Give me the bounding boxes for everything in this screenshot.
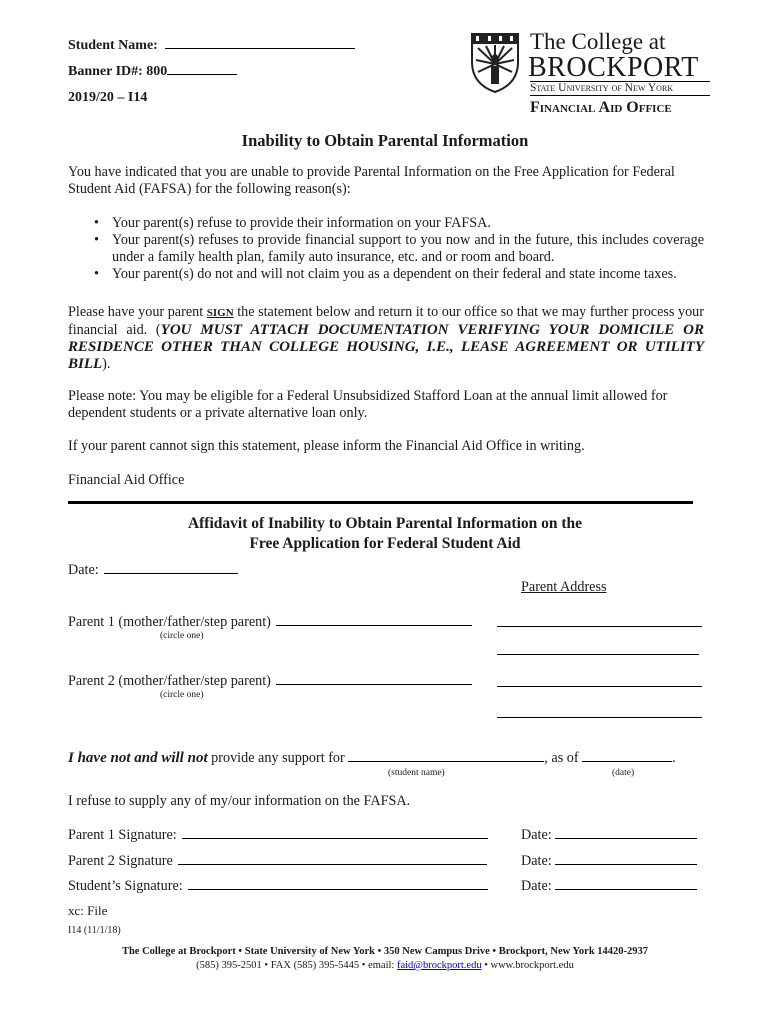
parent-address-heading: Parent Address xyxy=(521,579,607,595)
student-signature-field[interactable]: Student’s Signature: xyxy=(68,878,488,895)
parent2-signature-field[interactable]: Parent 2 Signature xyxy=(68,853,487,870)
student-name-line[interactable] xyxy=(165,47,355,49)
form-code: I14 (11/1/18) xyxy=(68,925,121,936)
footer-contact: (585) 395-2501 • FAX (585) 395-5445 • email: faid@brockport.edu • www.brockport.edu xyxy=(196,960,574,971)
cannot-sign-paragraph: If your parent cannot sign this statement, please inform the Financial Aid Office in writing. xyxy=(68,438,585,454)
reasons-list xyxy=(68,215,704,283)
affidavit-date-field[interactable]: Date: xyxy=(68,562,238,579)
parent2-address-line-1[interactable] xyxy=(497,686,702,687)
parent2-date-field[interactable]: Date: xyxy=(521,853,697,870)
logo-suny: State University of New York xyxy=(530,81,710,96)
parent1-date-field[interactable]: Date: xyxy=(521,827,697,844)
intro-paragraph: You have indicated that you are unable to provide Parental Information on the Free Application for Federal Student Aid (FAFSA) for the following reason(s): xyxy=(68,164,675,197)
parent2-address-line-2[interactable] xyxy=(497,717,702,718)
page-title: Inability to Obtain Parental Information xyxy=(241,131,529,150)
student-date-field[interactable]: Date: xyxy=(521,878,697,895)
date-hint: (date) xyxy=(612,768,635,778)
circle-one-hint: (circle one) xyxy=(160,631,204,641)
student-signature-line[interactable] xyxy=(188,888,488,890)
banner-id-field[interactable]: Banner ID#: 800 xyxy=(68,64,237,80)
parent1-field[interactable]: Parent 1 (mother/father/step parent) xyxy=(68,614,472,631)
student-name-field[interactable]: Student Name: xyxy=(68,38,355,54)
year-code: 2019/20 – I14 xyxy=(68,90,148,105)
student-date-line[interactable] xyxy=(555,888,697,890)
xc-file: xc: File xyxy=(68,903,108,918)
circle-one-hint: (circle one) xyxy=(160,690,204,700)
student-name-support-line[interactable] xyxy=(348,760,544,762)
logo-financial-aid-office: Financial Aid Office xyxy=(530,99,672,116)
section-divider xyxy=(68,501,693,504)
parent1-address-line-2[interactable] xyxy=(497,654,699,655)
affidavit-title: Affidavit of Inability to Obtain Parental Information on the Free Application for Federal Student Aid xyxy=(187,515,583,552)
email-link[interactable]: faid@brockport.edu xyxy=(396,960,482,971)
documentation-requirement: YOU MUST ATTACH DOCUMENTATION VERIFYING YOUR DOMICILE OR RESIDENCE OTHER THAN COLLEGE HOUSING, I.E., LEASE AGREEMENT OR UTILITY BILL xyxy=(68,322,704,372)
affidavit-date-line[interactable] xyxy=(104,572,238,574)
parent2-date-line[interactable] xyxy=(555,863,697,865)
support-statement[interactable]: I have not and will not provide any support for , as of . xyxy=(68,750,676,766)
parent1-address-line-1[interactable] xyxy=(497,626,702,627)
parent2-field[interactable]: Parent 2 (mother/father/step parent) xyxy=(68,673,472,690)
college-seal-icon xyxy=(470,32,520,94)
parent1-date-line[interactable] xyxy=(555,837,697,839)
note-paragraph: Please note: You may be eligible for a Federal Unsubsidized Stafford Loan at the annual limit allowed for dependent students or a private alternative loan only. xyxy=(68,388,668,421)
parent1-signature-line[interactable] xyxy=(182,837,488,839)
list-item: • Your parent(s) do not and will not claim you as a dependent on their federal and state income taxes. xyxy=(68,266,704,283)
footer-address: The College at Brockport • State University of New York • 350 New Campus Drive • Brockport, New York 14420-2937 xyxy=(121,946,649,957)
parent1-name-line[interactable] xyxy=(276,624,472,626)
logo-line-college: The College at xyxy=(530,29,666,54)
refuse-statement: I refuse to supply any of my/our information on the FAFSA. xyxy=(68,793,411,809)
instructions-paragraph: Please have your parent SIGN the statement below and return it to our office so that we may further process your financial aid. (YOU MUST ATTACH DOCUMENTATION VERIFYING YOUR DOMICILE OR RESIDENCE OTHER THAN COLLEGE HOUSING, I.E., LEASE AGREEMENT OR UTILITY BILL). xyxy=(68,304,705,372)
support-date-line[interactable] xyxy=(582,760,672,762)
list-item: • Your parent(s) refuses to provide financial support to you now and in the future, this includes coverage under a family health plan, family auto insurance, etc. and or room and board. xyxy=(68,232,704,266)
student-name-hint: (student name) xyxy=(388,768,445,778)
parent2-name-line[interactable] xyxy=(276,683,472,685)
list-item: • Your parent(s) refuse to provide their information on your FAFSA. xyxy=(68,215,704,232)
logo-brockport: BROCKPORT xyxy=(528,52,699,83)
sign-emphasis: SIGN xyxy=(206,307,234,319)
office-signature: Financial Aid Office xyxy=(68,472,185,488)
parent2-signature-line[interactable] xyxy=(178,863,487,865)
banner-id-line[interactable] xyxy=(167,73,237,75)
parent1-signature-field[interactable]: Parent 1 Signature: xyxy=(68,827,488,844)
